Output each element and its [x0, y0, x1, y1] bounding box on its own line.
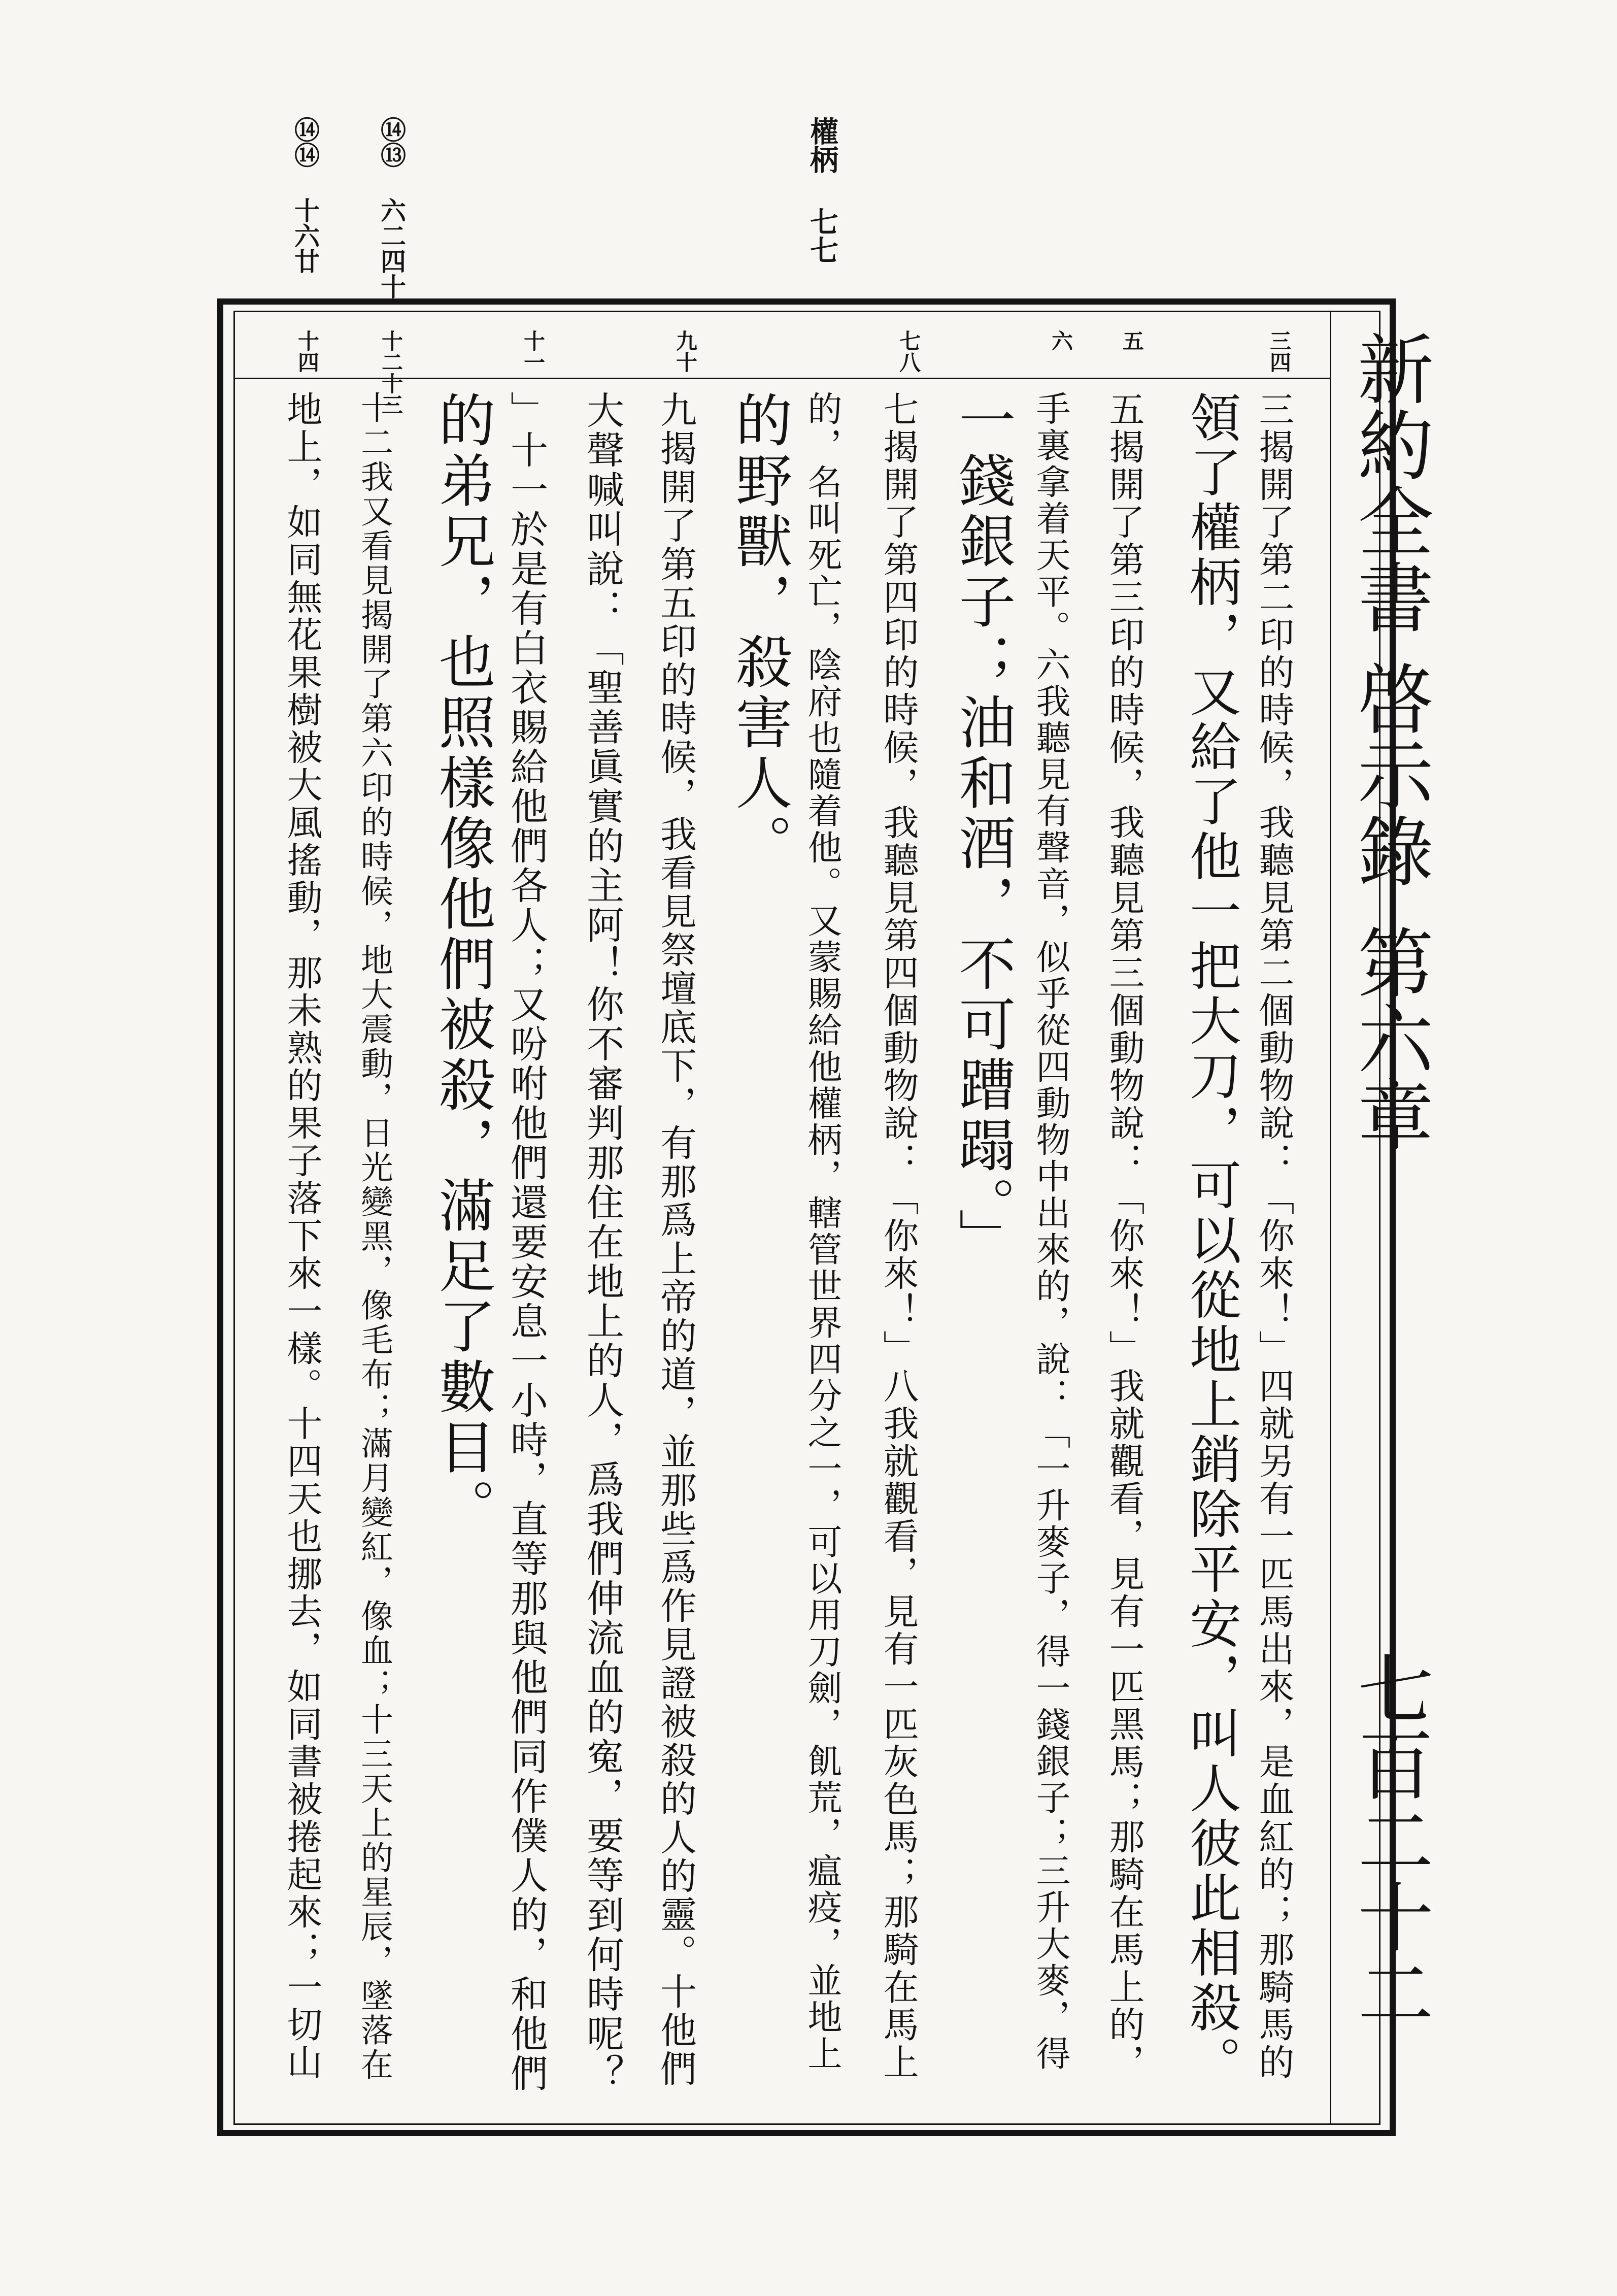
text-column-13: 十二我又看見揭開了第六印的時候，地大震動，日光變黑，像毛布；滿月變紅，像血；十三天上的星辰，墜落在 [355, 391, 393, 2082]
text-column-2: 領了權柄，又給了他一把大刀，可以從地上銷除平安，叫人彼此相殺。 [1181, 391, 1241, 2090]
verse-number: 十四 [295, 330, 320, 373]
page-number: 七百二十二 [1344, 1650, 1433, 2031]
text-column-10: 大聲喊叫說：「聖善眞實的主阿！你不審判那住在地上的人，爲我們伸流血的寃，要等到何時呢？ [581, 391, 624, 2093]
text-column-7: 的，名叫死亡，陰府也隨着他。又蒙賜給他權柄，轄管世界四分之一，可以用刀劍，飢荒，瘟疫，並地上 [802, 391, 842, 2072]
text-column-8: 的野獸，殺害人。 [726, 391, 792, 874]
verse-number: 七八 [896, 330, 921, 373]
margin-note-left: ⑭⑭ 十六廿 [290, 117, 320, 274]
verse-number: 十二十三 [379, 330, 403, 415]
verse-number: 三四 [1267, 330, 1292, 373]
margin-note-right: ⑭⑬ 六二四十 [377, 117, 407, 299]
text-column-3: 五揭開了第三印的時候，我聽見第三個動物說：「你來！」我就觀看，見有一匹黑馬；那騎在馬上的， [1103, 391, 1145, 2081]
text-column-4: 手裏拿着天平。六我聽見有聲音，似乎從四動物中出來的，說：「一升麥子，得一錢銀子；三升大麥，得 [1030, 391, 1070, 2072]
text-column-9: 九揭開了第五印的時候，我看見祭壇底下，有那爲上帝的道，並那些爲作見證被殺的人的靈。十他們 [654, 391, 697, 2088]
book-name: 啓示錄 [1344, 660, 1433, 888]
text-column-11: 」十一於是有白衣賜給他們各人；又吩咐他們還要安息一小時，直等那與他們同作僕人的，和他們 [504, 391, 548, 2093]
running-head: 權柄 七七 [805, 117, 839, 264]
title-column-rule [1330, 312, 1331, 2123]
verse-number: 十一 [521, 330, 546, 373]
verse-number: 九十 [673, 330, 698, 373]
book-title: 新約全書 [1344, 330, 1433, 635]
verse-number: 六 [1049, 330, 1073, 351]
text-column-14: 地上，如同無花果樹被大風搖動，那未熟的果子落下來一樣。十四天也挪去，如同書被捲起來；一切山 [281, 391, 323, 2081]
verse-number: 五 [1120, 330, 1144, 351]
text-column-6: 七揭開了第四印的時候，我聽見第四個動物說：「你來！」八我就觀看，見有一匹灰色馬；那騎在馬上 [878, 391, 919, 2081]
text-column-12: 的弟兄，也照樣像他們被殺，滿足了數目。 [429, 391, 495, 1539]
text-column-1: 三揭開了第二印的時候，我聽見第二個動物說：「你來！」四就另有一匹馬出來，是血紅的；那騎馬的 [1253, 391, 1295, 2081]
text-column-5: 一錢銀子；油和酒，不可蹧蹋。」 [950, 391, 1016, 1269]
chapter-label: 第六章 [1344, 924, 1433, 1152]
